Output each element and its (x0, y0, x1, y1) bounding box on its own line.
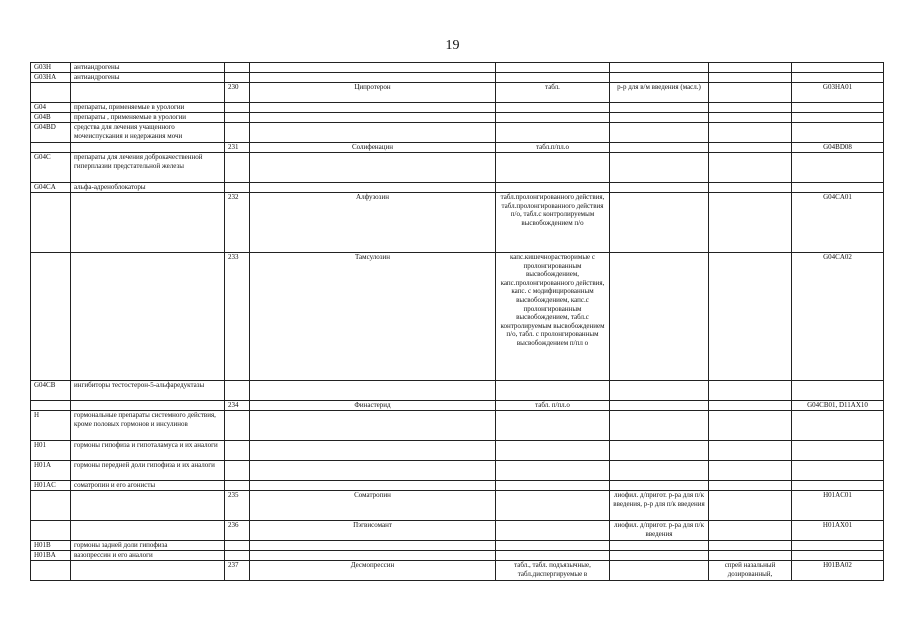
dosage-form-additional (709, 113, 792, 123)
row-number (225, 481, 250, 491)
dosage-form (496, 441, 610, 461)
drug-name (250, 551, 496, 561)
atc-group-name: препараты, применяемые в урологии (71, 103, 225, 113)
row-number: 232 (225, 193, 250, 253)
row-number: 237 (225, 561, 250, 581)
atc-group-name: вазопрессин и его аналоги (71, 551, 225, 561)
dosage-form-additional (709, 143, 792, 153)
dosage-form-extra (610, 401, 709, 411)
dosage-form (496, 73, 610, 83)
row-number: 230 (225, 83, 250, 103)
atc-group-code: H (31, 411, 71, 441)
table-row (31, 521, 884, 541)
atc-group-code: G03H (31, 63, 71, 73)
atc-group-code: G04 (31, 103, 71, 113)
atc-group-name: гормональные препараты системного действия, кроме половых гормонов и инсулинов (71, 411, 225, 441)
atc-group-name (71, 401, 225, 411)
dosage-form-additional (709, 381, 792, 401)
dosage-form (496, 103, 610, 113)
row-number: 231 (225, 143, 250, 153)
dosage-form: табл. п/пл.о (496, 401, 610, 411)
table-row (31, 143, 884, 153)
dosage-form-additional (709, 401, 792, 411)
table-row (31, 73, 884, 83)
dosage-form-additional (709, 193, 792, 253)
atc-code (792, 541, 884, 551)
row-number (225, 441, 250, 461)
table-row (31, 123, 884, 143)
dosage-form-extra (610, 63, 709, 73)
dosage-form-extra (610, 73, 709, 83)
dosage-form (496, 491, 610, 521)
dosage-form-additional (709, 521, 792, 541)
table-row (31, 411, 884, 441)
atc-code (792, 381, 884, 401)
table-row (31, 83, 884, 103)
dosage-form-extra (610, 481, 709, 491)
table-row (31, 541, 884, 551)
drug-list-table (30, 62, 884, 581)
dosage-form-additional (709, 541, 792, 551)
drug-name: Соматропин (250, 491, 496, 521)
row-number: 233 (225, 253, 250, 381)
dosage-form-additional: спрей назальный дозированный, (709, 561, 792, 581)
row-number (225, 103, 250, 113)
dosage-form (496, 551, 610, 561)
dosage-form-extra: р-р для в/м введения (масл.) (610, 83, 709, 103)
atc-group-name (71, 143, 225, 153)
atc-group-name: ингибиторы тестостерон-5-альфаредуктазы (71, 381, 225, 401)
atc-code: G04BD08 (792, 143, 884, 153)
drug-name (250, 63, 496, 73)
row-number (225, 123, 250, 143)
drug-name (250, 123, 496, 143)
atc-group-name: препараты для лечения доброкачественной гиперплазии предстательной железы (71, 153, 225, 183)
dosage-form (496, 411, 610, 441)
atc-group-name: средства для лечения учащенного мочеиспускания и недержания мочи (71, 123, 225, 143)
page-number: 19 (445, 38, 460, 53)
dosage-form (496, 183, 610, 193)
drug-name (250, 411, 496, 441)
table-row (31, 561, 884, 581)
row-number (225, 73, 250, 83)
dosage-form-additional (709, 411, 792, 441)
dosage-form-extra (610, 561, 709, 581)
atc-code: G04CA02 (792, 253, 884, 381)
drug-name: Десмопрессин (250, 561, 496, 581)
dosage-form-extra (610, 183, 709, 193)
drug-name: Алфузозин (250, 193, 496, 253)
atc-group-code: G04CA (31, 183, 71, 193)
table-row (31, 551, 884, 561)
drug-name: Финастерид (250, 401, 496, 411)
table-row (31, 381, 884, 401)
dosage-form-extra (610, 541, 709, 551)
dosage-form-additional (709, 253, 792, 381)
dosage-form-extra (610, 103, 709, 113)
dosage-form-additional (709, 183, 792, 193)
row-number: 234 (225, 401, 250, 411)
atc-code (792, 481, 884, 491)
drug-name (250, 541, 496, 551)
dosage-form: табл., табл. подъязычные, табл.диспергируемые в (496, 561, 610, 581)
atc-group-code: G04BD (31, 123, 71, 143)
atc-group-code: H01BA (31, 551, 71, 561)
dosage-form-extra: лиофил. д/пригот. р-ра для п/к введения, р-р для п/к введения (610, 491, 709, 521)
atc-code (792, 411, 884, 441)
atc-code (792, 183, 884, 193)
table-row (31, 481, 884, 491)
atc-code: H01AC01 (792, 491, 884, 521)
atc-group-name (71, 253, 225, 381)
drug-name: Солифенацин (250, 143, 496, 153)
row-number (225, 113, 250, 123)
atc-code (792, 153, 884, 183)
dosage-form: капс.кишечнорастворимые с пролонгированным высвобождением, капс.пролонгированного действия, капс. с модифицированным высвобождением, капс.с пролонгированным высвобождением, табл.с контролируемым высвобождением п/о, табл. с пролонгированным высвобождением п/пл о (496, 253, 610, 381)
atc-group-name: гормоны гипофиза и гипоталамуса и их аналоги (71, 441, 225, 461)
atc-code: G04CA01 (792, 193, 884, 253)
drug-name (250, 113, 496, 123)
drug-name: Ципротерон (250, 83, 496, 103)
atc-group-name (71, 491, 225, 521)
row-number (225, 183, 250, 193)
drug-name (250, 183, 496, 193)
dosage-form (496, 113, 610, 123)
atc-code: G03HA01 (792, 83, 884, 103)
atc-group-name (71, 521, 225, 541)
atc-group-code: G04C (31, 153, 71, 183)
atc-code (792, 441, 884, 461)
dosage-form (496, 63, 610, 73)
table-row (31, 183, 884, 193)
atc-group-name: соматропин и его агонисты (71, 481, 225, 491)
dosage-form-additional (709, 73, 792, 83)
dosage-form-extra (610, 123, 709, 143)
dosage-form-extra (610, 253, 709, 381)
dosage-form (496, 381, 610, 401)
dosage-form (496, 541, 610, 551)
atc-code: G04CB01, D11AX10 (792, 401, 884, 411)
dosage-form-additional (709, 103, 792, 113)
table-row (31, 441, 884, 461)
dosage-form-additional (709, 123, 792, 143)
atc-group-code: H01AC (31, 481, 71, 491)
dosage-form-additional (709, 551, 792, 561)
row-number: 236 (225, 521, 250, 541)
dosage-form-additional (709, 461, 792, 481)
row-number: 235 (225, 491, 250, 521)
atc-code (792, 63, 884, 73)
drug-name (250, 73, 496, 83)
dosage-form-additional (709, 83, 792, 103)
atc-group-code: H01 (31, 441, 71, 461)
atc-code (792, 73, 884, 83)
dosage-form: табл.п/пл.о (496, 143, 610, 153)
table-row (31, 491, 884, 521)
table-row (31, 103, 884, 113)
row-number (225, 153, 250, 183)
atc-group-code (31, 491, 71, 521)
drug-name (250, 153, 496, 183)
drug-name: Тамсулозин (250, 253, 496, 381)
dosage-form-additional (709, 441, 792, 461)
drug-name (250, 461, 496, 481)
row-number (225, 551, 250, 561)
atc-group-name: альфа-адреноблокаторы (71, 183, 225, 193)
dosage-form-extra (610, 551, 709, 561)
atc-group-name: препараты , применяемые в урологии (71, 113, 225, 123)
table-row (31, 401, 884, 411)
row-number (225, 541, 250, 551)
dosage-form-extra (610, 411, 709, 441)
atc-group-code: H01B (31, 541, 71, 551)
table-row (31, 193, 884, 253)
dosage-form-extra (610, 381, 709, 401)
table-row (31, 461, 884, 481)
atc-group-code (31, 83, 71, 103)
dosage-form-extra (610, 143, 709, 153)
dosage-form-additional (709, 481, 792, 491)
row-number (225, 381, 250, 401)
row-number (225, 461, 250, 481)
atc-code: H01AX01 (792, 521, 884, 541)
dosage-form: табл. (496, 83, 610, 103)
dosage-form-extra (610, 153, 709, 183)
atc-group-code (31, 193, 71, 253)
atc-group-code (31, 401, 71, 411)
atc-group-code (31, 561, 71, 581)
atc-group-name (71, 561, 225, 581)
dosage-form-additional (709, 153, 792, 183)
atc-group-code: G04B (31, 113, 71, 123)
drug-name: Пэгвисомант (250, 521, 496, 541)
dosage-form (496, 521, 610, 541)
dosage-form (496, 123, 610, 143)
atc-group-code (31, 521, 71, 541)
table-row (31, 113, 884, 123)
dosage-form (496, 481, 610, 491)
dosage-form (496, 461, 610, 481)
atc-code (792, 103, 884, 113)
drug-name (250, 103, 496, 113)
dosage-form-extra (610, 441, 709, 461)
drug-name (250, 481, 496, 491)
dosage-form-extra (610, 461, 709, 481)
atc-code (792, 113, 884, 123)
atc-code (792, 123, 884, 143)
atc-group-name: гормоны задней доли гипофиза (71, 541, 225, 551)
dosage-form-additional (709, 63, 792, 73)
dosage-form-extra (610, 193, 709, 253)
dosage-form: табл.пролонгированного действия, табл.пролонгированного действия п/о, табл.с контролируемым высвобождением п/о (496, 193, 610, 253)
table-row (31, 63, 884, 73)
table-row (31, 153, 884, 183)
dosage-form-extra: лиофил. д/пригот. р-ра для п/к введения (610, 521, 709, 541)
atc-group-name: гормоны передней доли гипофиза и их аналоги (71, 461, 225, 481)
atc-group-code: H01A (31, 461, 71, 481)
row-number (225, 411, 250, 441)
atc-code (792, 461, 884, 481)
dosage-form (496, 153, 610, 183)
row-number (225, 63, 250, 73)
atc-group-code (31, 143, 71, 153)
dosage-form-additional (709, 491, 792, 521)
drug-name (250, 381, 496, 401)
atc-group-code: G04CB (31, 381, 71, 401)
atc-group-name: антиандрогены (71, 73, 225, 83)
atc-group-code: G03HA (31, 73, 71, 83)
atc-group-name (71, 193, 225, 253)
atc-group-name: антиандрогены (71, 63, 225, 73)
atc-group-name (71, 83, 225, 103)
atc-code: H01BA02 (792, 561, 884, 581)
atc-code (792, 551, 884, 561)
drug-name (250, 441, 496, 461)
table-row (31, 253, 884, 381)
dosage-form-extra (610, 113, 709, 123)
atc-group-code (31, 253, 71, 381)
